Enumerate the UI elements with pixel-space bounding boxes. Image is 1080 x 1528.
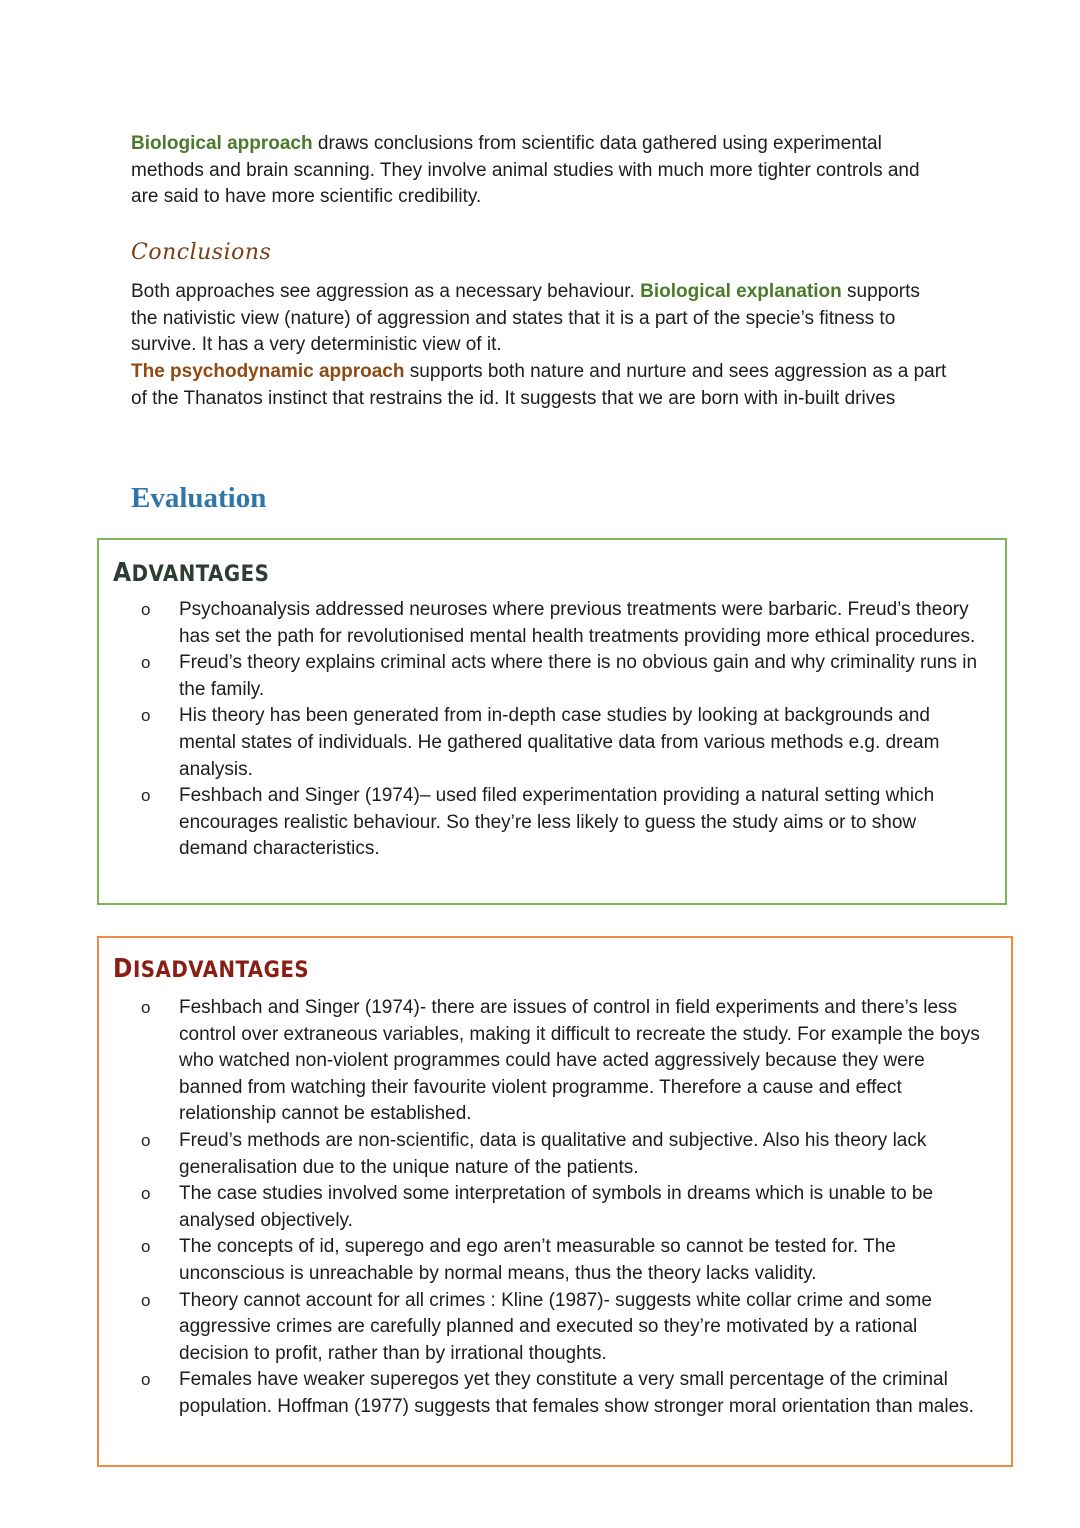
conclusions-heading: Conclusions	[131, 240, 272, 265]
list-item: o The concepts of id, superego and ego aren’t measurable so cannot be tested for. The unconscious is unreachable by normal means, thus the theory lacks validity.	[141, 1236, 896, 1284]
bullet-icon: o	[141, 1290, 151, 1310]
conclusions-paragraph-2	[131, 359, 951, 412]
list-item: o Feshbach and Singer (1974)- there are issues of control in field experiments and there’s less control over extraneous variables, making it difficult to recreate the study. For example the boys who watched non-violent programmes could have acted aggressively because they were banned from watching their favourite violent programme. Therefore a cause and effect relationship cannot be established.	[141, 997, 980, 1125]
disadvantages-title: DISADVANTAGES	[113, 954, 310, 984]
list-item: o Freud’s theory explains criminal acts where there is no obvious gain and why criminality runs in the family.	[141, 652, 978, 700]
advantages-box	[97, 538, 1007, 905]
conclusions-text-rest: supports the nativistic view (nature) of aggression and states that it is a part of the specie’s fitness to survive. It has a very deterministic view of it.	[131, 281, 920, 356]
psychodynamic-approach-label: The psychodynamic approach	[131, 361, 405, 382]
list-item: o The case studies involved some interpretation of symbols in dreams which is unable to be analysed objectively.	[141, 1183, 934, 1231]
bullet-icon: o	[141, 653, 151, 673]
disadvantages-list	[99, 995, 989, 1421]
advantages-title: ADVANTAGES	[113, 558, 270, 588]
bullet-icon: o	[141, 998, 151, 1017]
list-item: o Females have weaker superegos yet they constitute a very small percentage of the criminal population. Hoffman (1977) suggests that females show stronger moral orientation than males.	[141, 1369, 974, 1417]
list-item: o Feshbach and Singer (1974)– used filed experimentation providing a natural setting which encourages realistic behaviour. So they’re less likely to guess the study aims or to show demand characteristics.	[141, 785, 935, 860]
disadvantages-box	[97, 936, 1013, 1467]
list-item: o His theory has been generated from in-depth case studies by looking at backgrounds and mental states of individuals. He gathered qualitative data from various methods e.g. dream analysis.	[141, 705, 940, 780]
bullet-icon: o	[141, 600, 151, 619]
advantages-list	[99, 597, 989, 863]
list-item: o Freud’s methods are non-scientific, data is qualitative and subjective. Also his theory lack generalisation due to the unique nature of the patients.	[141, 1129, 927, 1178]
conclusions-text-start: Both approaches see aggression as a necessary behaviour.	[131, 281, 641, 302]
psychodynamic-text: supports both nature and nurture and sees aggression as a part of the Thanatos instinct that restrains the id. It suggests that we are born with in-built drives	[131, 361, 947, 409]
bullet-icon: o	[141, 1237, 151, 1257]
bullet-icon: o	[141, 706, 151, 726]
bullet-icon: o	[141, 1130, 151, 1150]
biological-explanation-label: Biological explanation	[640, 281, 842, 302]
intro-text: draws conclusions from scientific data gathered using experimental methods and brain scanning. They involve animal studies with much more tighter controls and are said to have more scientific credibility.	[131, 133, 920, 208]
bullet-icon: o	[141, 1370, 151, 1390]
conclusions-paragraph-1	[131, 279, 951, 359]
bullet-icon: o	[141, 1184, 151, 1204]
biological-approach-label: Biological approach	[131, 133, 313, 154]
evaluation-heading: Evaluation	[131, 482, 267, 514]
bullet-icon: o	[141, 786, 151, 806]
list-item: o Theory cannot account for all crimes : Kline (1987)- suggests white collar crime and some aggressive crimes are carefully planned and executed so they’re motivated by a rational decision to profit, rather than by irrational thoughts.	[141, 1289, 932, 1364]
list-item: o Psychoanalysis addressed neuroses where previous treatments were barbaric. Freud’s theory has set the path for revolutionised mental health treatments providing more ethical procedures.	[141, 599, 976, 647]
intro-paragraph	[131, 131, 951, 211]
